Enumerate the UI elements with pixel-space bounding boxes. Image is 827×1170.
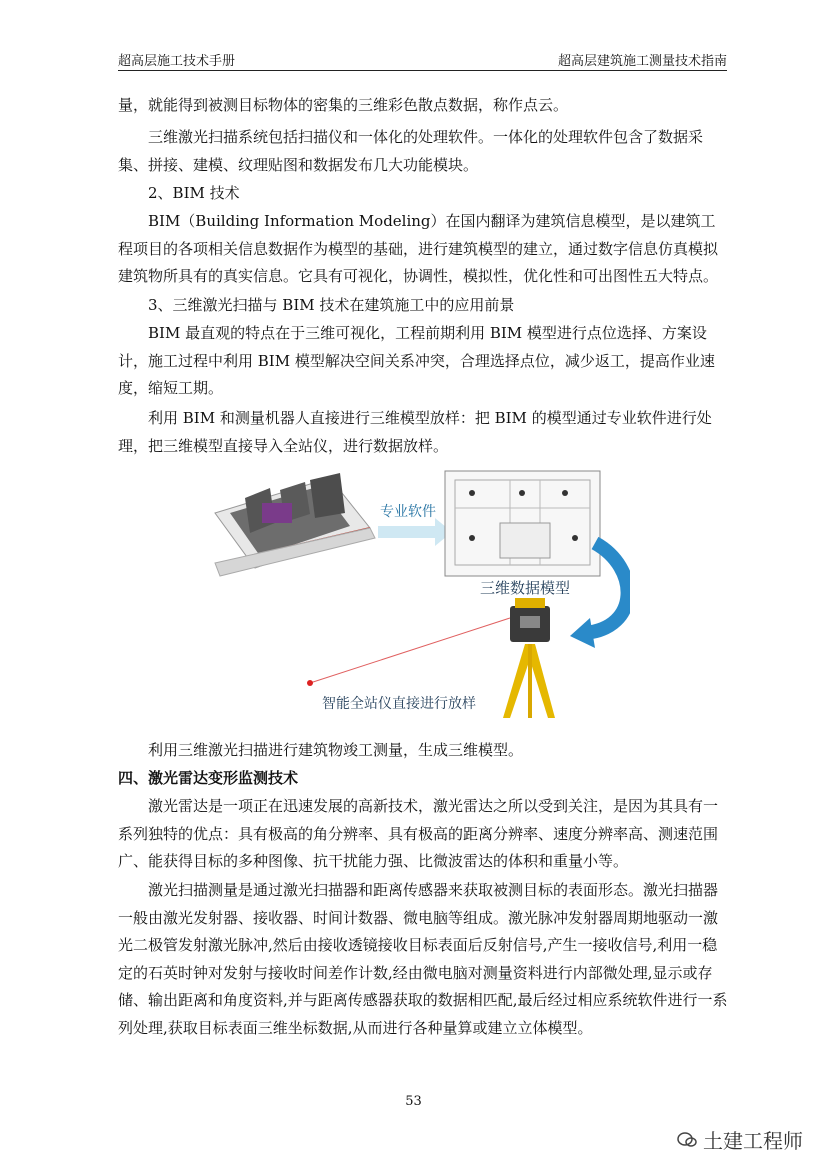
page-header: [118, 48, 727, 71]
workflow-diagram: [210, 468, 630, 726]
watermark-text: 土建工程师: [703, 1129, 803, 1153]
heading-bim: 2、BIM 技术: [148, 184, 240, 202]
header-right: 超高层建筑施工测量技术指南: [557, 54, 727, 69]
label-total-station: 智能全站仪直接进行放样: [322, 696, 476, 712]
paragraph-bim-stakeout: 利用 BIM 和测量机器人直接进行三维模型放样：把 BIM 的模型通过专业软件进行处理，把三维模型直接导入全站仪，进行数据放样。: [118, 409, 712, 455]
paragraph-scan-system: 三维激光扫描系统包括扫描仪和一体化的处理软件。一体化的处理软件包含了数据采集、拼接、建模、纹理贴图和数据发布几大功能模块。: [118, 128, 704, 174]
paragraph-point-cloud: 量，就能得到被测目标物体的密集的三维彩色散点数据，称作点云。: [118, 96, 569, 114]
section-heading-lidar: 四、激光雷达变形监测技术: [118, 769, 299, 787]
paragraph-bim-visual: BIM 最直观的特点在于三维可视化，工程前期利用 BIM 模型进行点位选择、方案设计，施工过程中利用 BIM 模型解决空间关系冲突，合理选择点位，减少返工，提高作业速度，缩短工期。: [118, 324, 715, 397]
chat-bubble-icon: [677, 1131, 697, 1149]
paragraph-laser-scan: 激光扫描测量是通过激光扫描器和距离传感器来获取被测目标的表面形态。激光扫描器一般由激光发射器、接收器、时间计数器、微电脑等组成。激光脉冲发射器周期地驱动一激光二极管发射激光脉冲,然后由接收透镜接收目标表面后反射信号,产生一接收信号,利用一稳定的石英时钟对发射与接收时间差作计数,经由微电脑对测量资料进行内部微处理,显示或存储、输出距离和角度资料,并与距离传感器获取的数据相匹配,最后经过相应系统软件进行一系列处理,获取目标表面三维坐标数据,从而进行各种量算或建立立体模型。: [118, 881, 728, 1037]
target-point: [307, 680, 313, 686]
total-station-icon: [503, 598, 555, 718]
heading-application: 3、三维激光扫描与 BIM 技术在建筑施工中的应用前景: [148, 296, 515, 314]
watermark: [677, 1125, 803, 1154]
paragraph-lidar: 激光雷达是一项正在迅速发展的高新技术，激光雷达之所以受到关注，是因为其具有一系列独特的优点：具有极高的角分辨率、具有极高的距离分辨率、速度分辨率高、测速范围广、能获得目标的多种图像、抗干扰能力强、比微波雷达的体积和重量小等。: [118, 797, 719, 870]
header-left: 超高层施工技术手册: [118, 54, 236, 69]
paragraph-as-built: 利用三维激光扫描进行建筑物竣工测量，生成三维模型。: [148, 741, 524, 759]
label-software: 专业软件: [380, 504, 436, 520]
bim-workflow-figure: [210, 468, 630, 726]
floor-plan-model: [445, 471, 600, 576]
arrow-right-icon: [378, 518, 452, 546]
bim-building-model: [215, 473, 375, 576]
paragraph-bim: BIM（Building Information Modeling）在国内翻译为建筑信息模型，是以建筑工程项目的各项相关信息数据作为模型的基础，进行建筑模型的建立，通过数字信息仿真模拟建筑物所具有的真实信息。它具有可视化，协调性，模拟性，优化性和可出图性五大特点。: [118, 212, 719, 285]
laser-line: [310, 618, 510, 683]
label-3d-model: 三维数据模型: [480, 579, 571, 597]
page-number: 53: [405, 1094, 422, 1109]
